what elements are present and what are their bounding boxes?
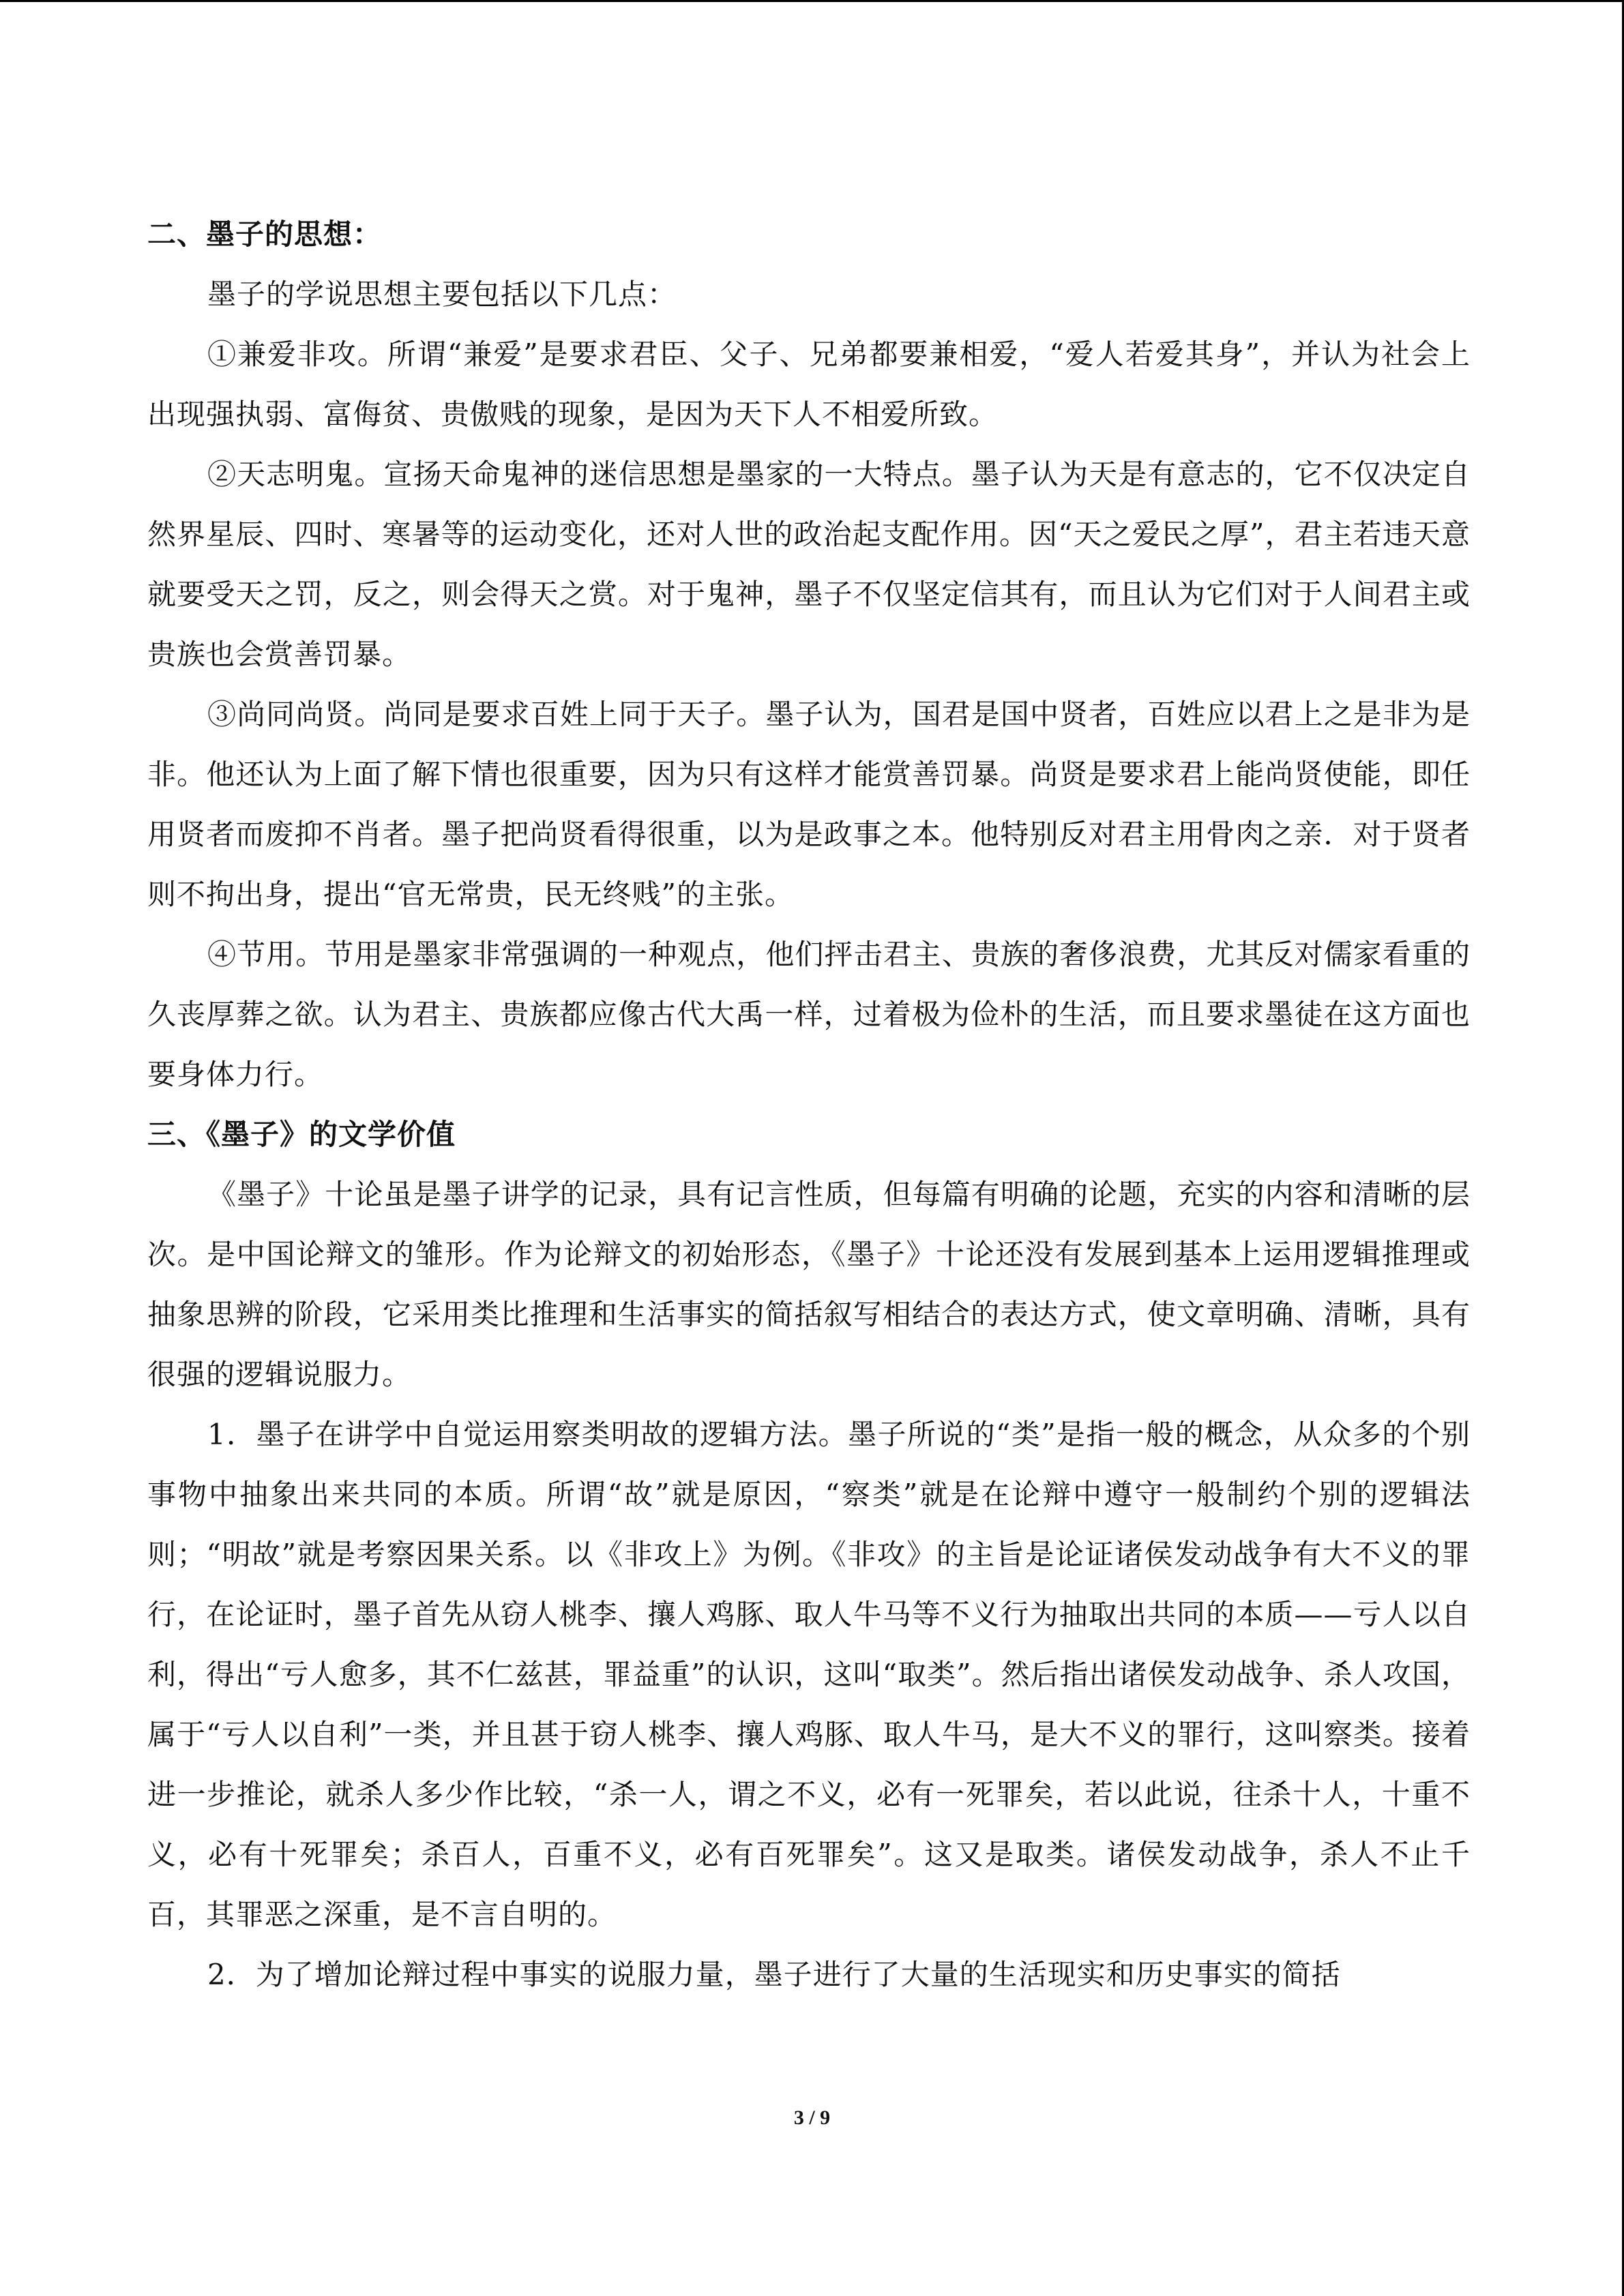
point-tianzhi-minggui: ②天志明鬼。宣扬天命鬼神的迷信思想是墨家的一大特点。墨子认为天是有意志的，它不仅决定自然界星辰、四时、寒暑等的运动变化，还对人世的政治起支配作用。因“天之爱民之厚”，君主若违天意就要受天之罚，反之，则会得天之赏。对于鬼神，墨子不仅坚定信其有，而且认为它们对于人间君主或贵族也会赏善罚暴。 [147,458,1471,671]
point-jianai-feigong: ①兼爱非攻。所谓“兼爱”是要求君臣、父子、兄弟都要兼相爱，“爱人若爱其身”，并认为社会上出现强执弱、富侮贫、贵傲贱的现象，是因为天下人不相爱所致。 [147,338,1471,431]
section-heading-literary-value: 三、《墨子》的文学价值 [147,1118,456,1151]
page-top-border [0,0,1624,2]
paragraph-factual-persuasion: 2．为了增加论辩过程中事实的说服力量，墨子进行了大量的生活现实和历史事实的简括 [207,1958,1341,1991]
document-body [147,205,1471,2005]
section-heading-thought: 二、墨子的思想： [147,218,383,251]
point-jieyong: ④节用。节用是墨家非常强调的一种观点，他们抨击君主、贵族的奢侈浪费，尤其反对儒家看重的久丧厚葬之欲。认为君主、贵族都应像古代大禹一样，过着极为俭朴的生活，而且要求墨徒在这方面也要身体力行。 [147,938,1471,1091]
section-intro-thought: 墨子的学说思想主要包括以下几点： [207,278,677,311]
section-intro-literary-value: 《墨子》十论虽是墨子讲学的记录，具有记言性质，但每篇有明确的论题，充实的内容和清晰的层次。是中国论辩文的雏形。作为论辩文的初始形态，《墨子》十论还没有发展到基本上运用逻辑推理或抽象思辨的阶段，它采用类比推理和生活事实的简括叙写相结合的表达方式，使文章明确、清晰，具有很强的逻辑说服力。 [147,1178,1471,1391]
paragraph-chalei-minggu: 1．墨子在讲学中自觉运用察类明故的逻辑方法。墨子所说的“类”是指一般的概念，从众多的个别事物中抽象出来共同的本质。所谓“故”就是原因，“察类”就是在论辩中遵守一般制约个别的逻辑法则；“明故”就是考察因果关系。以《非攻上》为例。《非攻》的主旨是论证诸侯发动战争有大不义的罪行，在论证时，墨子首先从窃人桃李、攘人鸡豚、取人牛马等不义行为抽取出共同的本质——亏人以自利，得出“亏人愈多，其不仁兹甚，罪益重”的认识，这叫“取类”。然后指出诸侯发动战争、杀人攻国，属于“亏人以自利”一类，并且甚于窃人桃李、攘人鸡豚、取人牛马，是大不义的罪行，这叫察类。接着进一步推论，就杀人多少作比较，“杀一人，谓之不义，必有一死罪矣，若以此说，往杀十人，十重不义，必有十死罪矣；杀百人，百重不义，必有百死罪矣”。这又是取类。诸侯发动战争，杀人不止千百，其罪恶之深重，是不言自明的。 [147,1418,1471,1931]
page-number: 3 / 9 [793,2106,831,2129]
point-shangtong-shangxian: ③尚同尚贤。尚同是要求百姓上同于天子。墨子认为，国君是国中贤者，百姓应以君上之是非为是非。他还认为上面了解下情也很重要，因为只有这样才能赏善罚暴。尚贤是要求君上能尚贤使能，即任用贤者而废抑不肖者。墨子把尚贤看得很重，以为是政事之本。他特别反对君主用骨肉之亲．对于贤者则不拘出身，提出“官无常贵，民无终贱”的主张。 [147,698,1471,911]
